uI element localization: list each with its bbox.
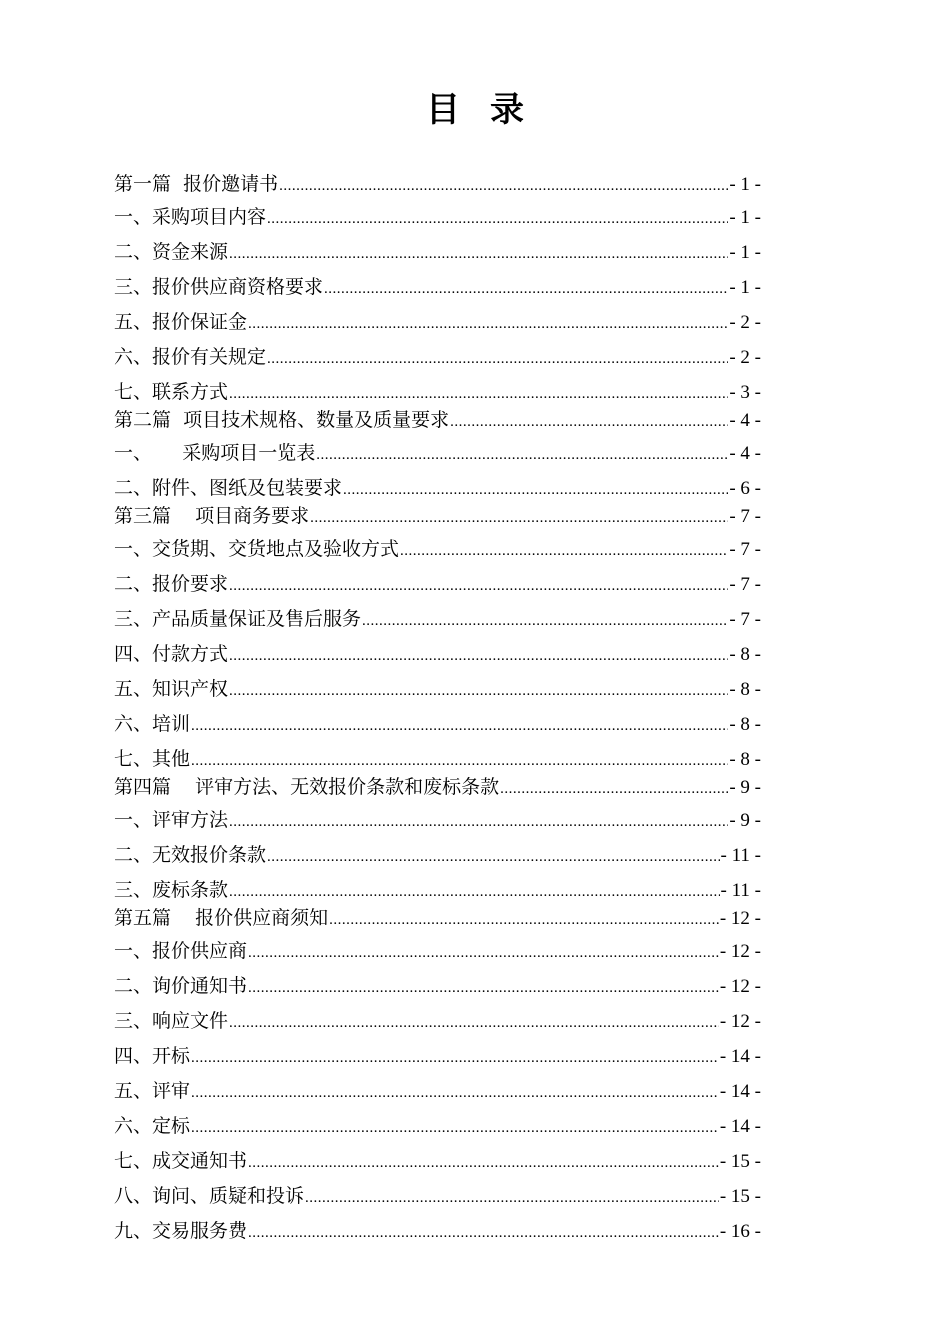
toc-entry-page-number: - 12 - bbox=[719, 941, 761, 962]
toc-entry[interactable] bbox=[114, 170, 761, 198]
toc-entry-label: 三、报价供应商资格要求 bbox=[114, 276, 324, 298]
toc-dot-leader bbox=[305, 1184, 719, 1212]
toc-entry[interactable] bbox=[114, 439, 761, 467]
toc-entry-label: 二、资金来源 bbox=[114, 241, 229, 263]
toc-entry-page-number: - 2 - bbox=[729, 312, 761, 333]
toc-entry-label: 第一篇 报价邀请书 bbox=[114, 173, 279, 195]
toc-entry[interactable] bbox=[114, 406, 761, 434]
toc-entry-label: 五、报价保证金 bbox=[114, 311, 248, 333]
toc-entry-label: 一、 采购项目一览表 bbox=[114, 442, 316, 464]
toc-dot-leader bbox=[450, 408, 728, 436]
toc-entry-page-number: - 12 - bbox=[719, 976, 761, 997]
toc-entry[interactable] bbox=[114, 841, 761, 869]
toc-entry-page-number: - 14 - bbox=[719, 1116, 761, 1137]
toc-dot-leader bbox=[229, 1009, 719, 1037]
toc-entry-label: 五、评审 bbox=[114, 1080, 191, 1102]
toc-entry-label: 七、成交通知书 bbox=[114, 1150, 248, 1172]
toc-entry-label: 五、知识产权 bbox=[114, 678, 229, 700]
toc-entry[interactable] bbox=[114, 203, 761, 231]
toc-entry-label: 六、定标 bbox=[114, 1115, 191, 1137]
toc-dot-leader bbox=[229, 808, 728, 836]
toc-entry[interactable] bbox=[114, 806, 761, 834]
toc-dot-leader bbox=[191, 1114, 719, 1142]
toc-entry[interactable] bbox=[114, 308, 761, 336]
toc-entry-page-number: - 11 - bbox=[720, 880, 761, 901]
title-char-2: 录 bbox=[490, 90, 524, 130]
toc-entry-page-number: - 1 - bbox=[729, 207, 761, 228]
toc-entry-page-number: - 8 - bbox=[729, 749, 761, 770]
toc-dot-leader bbox=[191, 712, 728, 740]
toc-entry-page-number: - 16 - bbox=[719, 1221, 761, 1242]
toc-dot-leader bbox=[500, 775, 728, 803]
toc-entry-page-number: - 11 - bbox=[720, 845, 761, 866]
toc-entry[interactable] bbox=[114, 745, 761, 773]
toc-entry-label: 四、付款方式 bbox=[114, 643, 229, 665]
toc-dot-leader bbox=[329, 906, 719, 934]
toc-entry-page-number: - 3 - bbox=[729, 382, 761, 403]
toc-entry[interactable] bbox=[114, 570, 761, 598]
toc-dot-leader bbox=[229, 677, 728, 705]
toc-dot-leader bbox=[191, 1044, 719, 1072]
title-char-1: 目 bbox=[426, 90, 460, 130]
toc-entry-label: 二、报价要求 bbox=[114, 573, 229, 595]
toc-entry-page-number: - 6 - bbox=[729, 478, 761, 499]
toc-dot-leader bbox=[279, 172, 728, 200]
toc-entry[interactable] bbox=[114, 605, 761, 633]
toc-entry-page-number: - 8 - bbox=[729, 644, 761, 665]
toc-dot-leader bbox=[310, 504, 728, 532]
toc-entry[interactable] bbox=[114, 535, 761, 563]
toc-dot-leader bbox=[343, 476, 728, 504]
page-title bbox=[0, 88, 950, 132]
toc-entry-page-number: - 15 - bbox=[719, 1186, 761, 1207]
toc-entry[interactable] bbox=[114, 876, 761, 904]
toc-entry[interactable] bbox=[114, 773, 761, 801]
toc-entry-page-number: - 7 - bbox=[729, 506, 761, 527]
toc-entry[interactable] bbox=[114, 1147, 761, 1175]
toc-entry[interactable] bbox=[114, 640, 761, 668]
toc-dot-leader bbox=[267, 843, 720, 871]
toc-entry-label: 二、无效报价条款 bbox=[114, 844, 267, 866]
toc-entry-page-number: - 1 - bbox=[729, 277, 761, 298]
toc-entry-page-number: - 8 - bbox=[729, 679, 761, 700]
toc-entry[interactable] bbox=[114, 1007, 761, 1035]
toc-dot-leader bbox=[229, 380, 728, 408]
toc-entry[interactable] bbox=[114, 474, 761, 502]
toc-dot-leader bbox=[267, 345, 728, 373]
toc-entry-label: 一、交货期、交货地点及验收方式 bbox=[114, 538, 400, 560]
toc-entry-label: 七、其他 bbox=[114, 748, 191, 770]
toc-entry-page-number: - 4 - bbox=[729, 443, 761, 464]
toc-entry[interactable] bbox=[114, 972, 761, 1000]
toc-dot-leader bbox=[191, 747, 728, 775]
toc-entry[interactable] bbox=[114, 1042, 761, 1070]
toc-dot-leader bbox=[362, 607, 728, 635]
toc-entry-label: 第二篇 项目技术规格、数量及质量要求 bbox=[114, 409, 450, 431]
toc-entry[interactable] bbox=[114, 1217, 761, 1245]
toc-entry-label: 三、废标条款 bbox=[114, 879, 229, 901]
toc-entry-label: 二、附件、图纸及包装要求 bbox=[114, 477, 343, 499]
toc-dot-leader bbox=[229, 572, 728, 600]
toc-entry-page-number: - 12 - bbox=[719, 908, 761, 929]
toc-dot-leader bbox=[248, 1219, 719, 1247]
toc-entry-label: 四、开标 bbox=[114, 1045, 191, 1067]
toc-entry[interactable] bbox=[114, 378, 761, 406]
toc-entry-label: 三、响应文件 bbox=[114, 1010, 229, 1032]
toc-entry[interactable] bbox=[114, 937, 761, 965]
toc-entry-label: 第五篇 报价供应商须知 bbox=[114, 907, 329, 929]
toc-entry-page-number: - 7 - bbox=[729, 574, 761, 595]
toc-entry-label: 二、询价通知书 bbox=[114, 975, 248, 997]
toc-entry-page-number: - 15 - bbox=[719, 1151, 761, 1172]
toc-dot-leader bbox=[191, 1079, 719, 1107]
toc-entry[interactable] bbox=[114, 1077, 761, 1105]
toc-entry-label: 八、询问、质疑和投诉 bbox=[114, 1185, 305, 1207]
toc-dot-leader bbox=[248, 974, 719, 1002]
toc-entry-label: 第四篇 评审方法、无效报价条款和废标条款 bbox=[114, 776, 500, 798]
toc-entry-page-number: - 1 - bbox=[729, 174, 761, 195]
toc-entry[interactable] bbox=[114, 273, 761, 301]
toc-entry-page-number: - 7 - bbox=[729, 609, 761, 630]
toc-entry-label: 六、报价有关规定 bbox=[114, 346, 267, 368]
toc-dot-leader bbox=[324, 275, 728, 303]
toc-entry[interactable] bbox=[114, 502, 761, 530]
toc-entry-label: 一、报价供应商 bbox=[114, 940, 248, 962]
toc-dot-leader bbox=[267, 205, 728, 233]
toc-entry-label: 一、采购项目内容 bbox=[114, 206, 267, 228]
toc-entry[interactable] bbox=[114, 238, 761, 266]
toc-dot-leader bbox=[400, 537, 728, 565]
toc-entry-page-number: - 14 - bbox=[719, 1046, 761, 1067]
toc-dot-leader bbox=[229, 642, 728, 670]
toc-dot-leader bbox=[229, 878, 720, 906]
toc-dot-leader bbox=[229, 240, 728, 268]
toc-entry-label: 七、联系方式 bbox=[114, 381, 229, 403]
toc-entry-page-number: - 1 - bbox=[729, 242, 761, 263]
toc-entry-label: 九、交易服务费 bbox=[114, 1220, 248, 1242]
toc-entry-page-number: - 9 - bbox=[729, 810, 761, 831]
toc-entry-label: 一、评审方法 bbox=[114, 809, 229, 831]
toc-entry[interactable] bbox=[114, 343, 761, 371]
toc-entry[interactable] bbox=[114, 675, 761, 703]
toc-dot-leader bbox=[248, 939, 719, 967]
toc-entry[interactable] bbox=[114, 1112, 761, 1140]
toc-entry-page-number: - 8 - bbox=[729, 714, 761, 735]
toc-entry-page-number: - 4 - bbox=[729, 410, 761, 431]
toc-entry-page-number: - 2 - bbox=[729, 347, 761, 368]
toc-entry-page-number: - 9 - bbox=[729, 777, 761, 798]
toc-entry-label: 三、产品质量保证及售后服务 bbox=[114, 608, 362, 630]
toc-entry-label: 第三篇 项目商务要求 bbox=[114, 505, 310, 527]
toc-entry[interactable] bbox=[114, 710, 761, 738]
toc-dot-leader bbox=[316, 441, 728, 469]
toc-entry-page-number: - 12 - bbox=[719, 1011, 761, 1032]
toc-entry[interactable] bbox=[114, 1182, 761, 1210]
toc-entry-page-number: - 7 - bbox=[729, 539, 761, 560]
toc-entry[interactable] bbox=[114, 904, 761, 932]
toc-dot-leader bbox=[248, 1149, 719, 1177]
toc-entry-label: 六、培训 bbox=[114, 713, 191, 735]
toc-dot-leader bbox=[248, 310, 728, 338]
toc-entry-page-number: - 14 - bbox=[719, 1081, 761, 1102]
